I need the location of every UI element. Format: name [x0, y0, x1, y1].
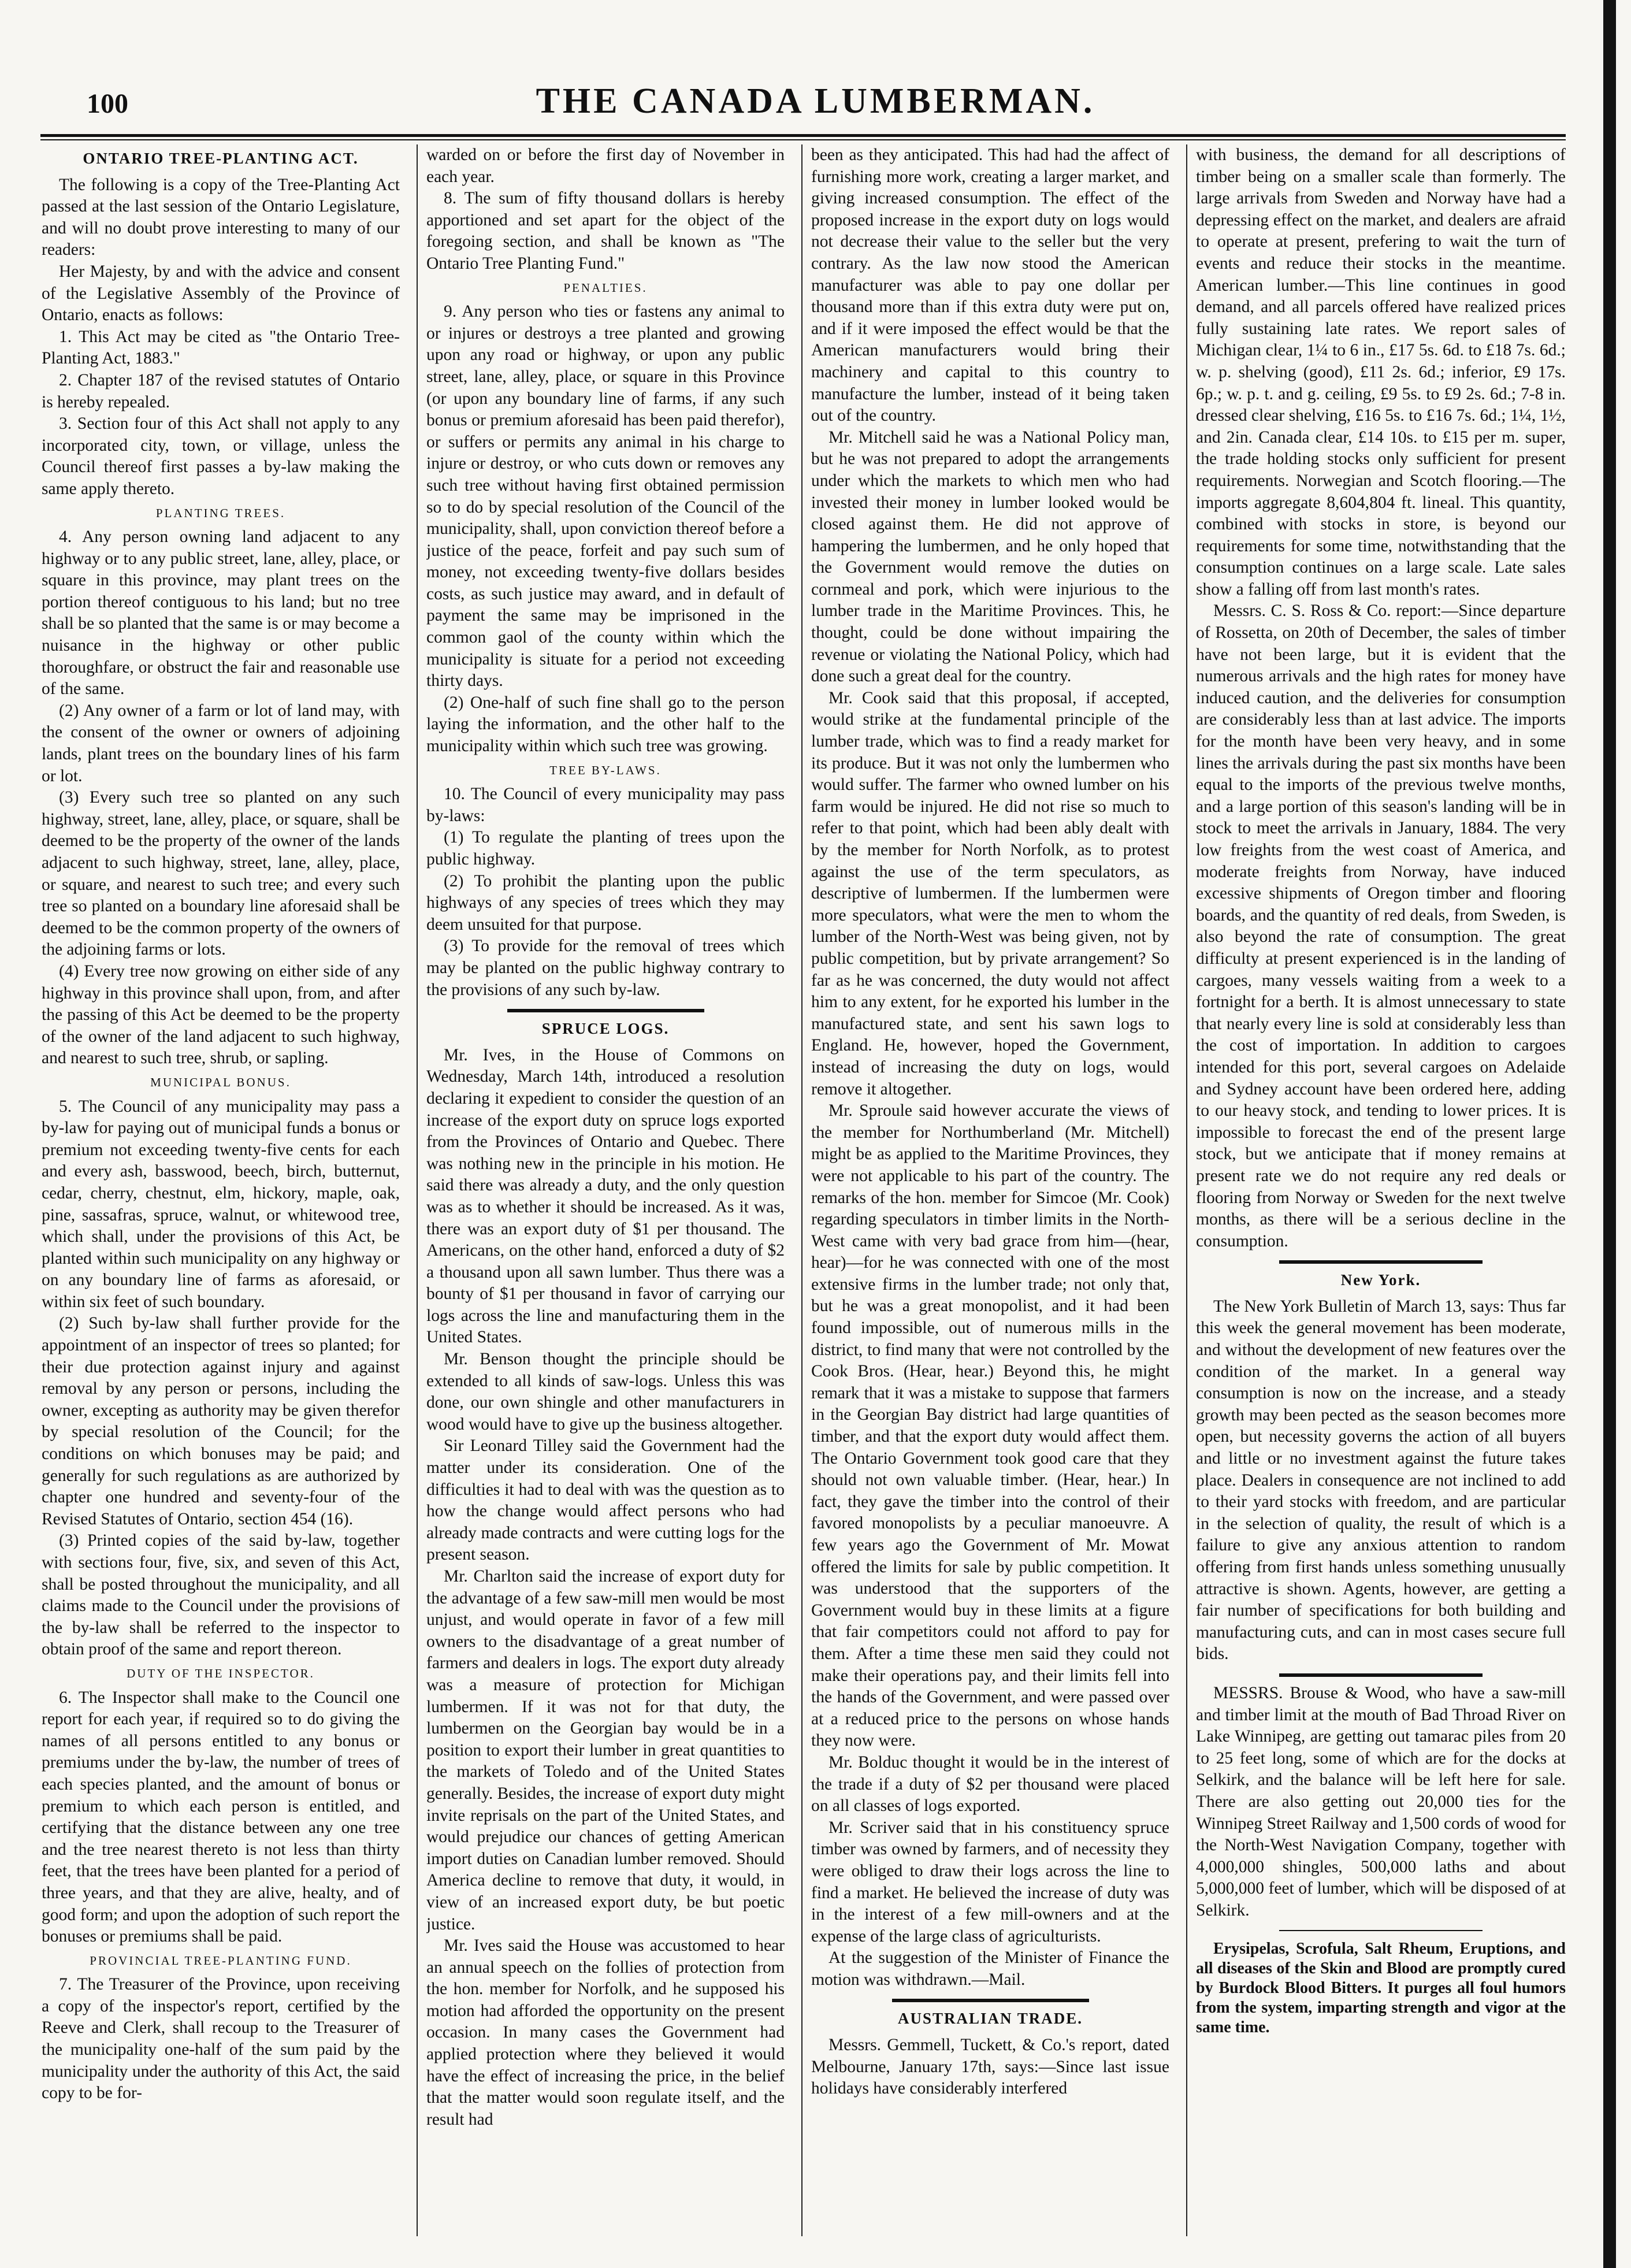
article-paragraph: Mr. Sproule said however accurate the views of the member for Northumberland (Mr. Mitchell) might be as applied to the Maritime Provinces, they were not applicable to his part of the country. The remarks of the hon. member for Simcoe (Mr. Cook) regarding speculators in timber limits in the North-West came with very bad grace from him—(hear, hear)—for he was connected with one of the most extensive firms in the lumber trade; not only that, but he was a great monopolist, and it had been found impossible, out of numerous mills in the district, to find many that were not controlled by the Cook Bros. (Hear, hear.) Beyond this, he might remark that it was a mistake to suppose that farmers in the Georgian Bay district had large quantities of timber, and that the export duty would affect them. The Ontario Government took good care that they should not own valuable timber. (Hear, hear.) In fact, they gave the timber into the control of their favored monopolists by a peculiar manoeuvre. A few years ago the Government of Mr. Mowat offered the limits for sale by public competition. It was understood that the supporters of the Government would buy in these limits at a figure that fair competitors could not afford to pay for them. After a time these men said they could not make their operations pay, and their limits fell into the hands of the Government, and were passed over at a reduced price to the persons on whose hands they now were. — [811, 1101, 1169, 1750]
column-1 — [42, 144, 400, 2236]
section-subheading: MUNICIPAL BONUS. — [150, 1075, 291, 1089]
column-divider — [801, 144, 803, 2236]
article-paragraph: 1. This Act may be cited as "the Ontario Tree-Planting Act, 1883." — [42, 327, 400, 368]
advertisement-text: Erysipelas, Scrofula, Salt Rheum, Eruptions, and all diseases of the Skin and Blood are promptly cured by Burdock Blood Bitters. It purges all foul humors from the system, imparting strength and vigor at the same time. — [1196, 1939, 1566, 2036]
article-separator — [1279, 1260, 1483, 1264]
column-divider — [1186, 144, 1187, 2236]
article-headline: ONTARIO TREE-PLANTING ACT. — [83, 150, 359, 167]
page-number: 100 — [87, 88, 128, 119]
article-paragraph: Mr. Bolduc thought it would be in the interest of the trade if a duty of $2 per thousand were placed on all classes of logs exported. — [811, 1753, 1169, 1816]
article-headline: AUSTRALIAN TRADE. — [897, 2010, 1083, 2028]
article-paragraph: Mr. Benson thought the principle should be extended to all kinds of saw-logs. Unless this was done, our own shingle and other manufacturers in wood would have to give up the business altogether. — [426, 1350, 785, 1434]
article-paragraph: Messrs. C. S. Ross & Co. report:—Since departure of Rossetta, on 20th of December, the sales of timber have not been large, but it is evident that the numerous arrivals and the high rates for money have induced caution, and the deliveries for consumption are considerably less than at last advice. The imports for the month have been very heavy, and in some lines the arrivals during the past six months have been equal to the imports of the previous twelve months, and a large portion of this season's landing will be in stock to meet the arrivals in January, 1884. The very low freights from the west coast of America, and moderate freights from Norway, have induced excessive shipments of Oregon timber and flooring boards, and the quantity of red deals, from Sweden, is also beyond the rate of consumption. The great difficulty at present experienced is in the landing of cargoes, many vessels waiting from a week to a fortnight for a berth. It is almost unnecessary to state that nearly every line is sold at considerably less than the cost of importation. In addition to cargoes intended for this port, several cargoes on Adelaide and Sydney account have been ordered here, adding to our heavy stock, and tending to lower prices. It is impossible to forecast the end of the present large stock, but we anticipate that if money remains at present rate we do not require any red deals or flooring from Norway or Sweden for the next twelve months, as there will be a serious decline in the consumption. — [1196, 602, 1566, 1250]
article-paragraph: 3. Section four of this Act shall not apply to any incorporated city, town, or village, unless the Council thereof first passes a by-law making the same apply thereto. — [42, 414, 400, 498]
article-paragraph: 5. The Council of any municipality may pass a by-law for paying out of municipal funds a bonus or premium not exceeding twenty-five cents for each and every ash, basswood, beech, birch, butternut, cedar, cherry, chestnut, elm, hickory, maple, oak, pine, sassafras, spruce, walnut, or whitewood tree, which shall, under the provisions of this Act, be planted within such municipality on any highway or on any boundary line of farms as aforesaid, or within six feet of such boundary. — [42, 1097, 400, 1311]
article-paragraph: The following is a copy of the Tree-Planting Act passed at the last session of the Ontario Legislature, and will no doubt prove interesting to many of our readers: — [42, 175, 400, 259]
article-paragraph: 4. Any person owning land adjacent to any highway or to any public street, lane, alley, place, or square in this province, may plant trees on the portion thereof contiguous to his land; but no tree shall be so planted that the same is or may become a nuisance in the highway or other public thoroughfare, or obstruct the fair and reasonable use of the same. — [42, 528, 400, 699]
article-paragraph: Messrs. Gemmell, Tuckett, & Co.'s report, dated Melbourne, January 17th, says:—Since last issue holidays have considerably interfered — [811, 2036, 1169, 2098]
masthead-rule-thin — [40, 139, 1566, 140]
article-paragraph: 10. The Council of every municipality may pass by-laws: — [426, 785, 785, 825]
article-paragraph: (1) To regulate the planting of trees upon the public highway. — [426, 828, 785, 868]
column-3 — [811, 144, 1169, 2236]
article-paragraph: (2) Such by-law shall further provide for the appointment of an inspector of trees so planted; for their due protection against injury and against removal by any person or persons, including the owner, excepting as authority may be given therefor by special resolution of the Council; for the conditions on which bonuses may be paid; and generally for such regulations as are authorized by chapter one hundred and seventy-four of the Revised Statutes of Ontario, section 454 (16). — [42, 1314, 400, 1528]
article-paragraph: Her Majesty, by and with the advice and consent of the Legislative Assembly of the Province of Ontario, enacts as follows: — [42, 262, 400, 325]
article-paragraph: (2) One-half of such fine shall go to the person laying the information, and the other half to the municipality within which such tree was growing. — [426, 693, 785, 756]
article-separator — [1279, 1673, 1483, 1677]
article-paragraph: (3) Every such tree so planted on any such highway, street, lane, alley, place, or square, shall be deemed to be the property of the owner of the lands adjacent to such highway, street, lane, alley, place, or square, and nearest to such tree; and every such tree so planted on a boundary line aforesaid shall be deemed to be the common property of the owners of the adjoining farms or lots. — [42, 788, 400, 959]
article-paragraph: warded on or before the first day of November in each year. — [426, 146, 785, 186]
article-separator — [892, 1999, 1089, 2002]
article-paragraph: Sir Leonard Tilley said the Government had the matter under its consideration. One of the difficulties it had to deal with was the question as to how the change would affect persons who had already made contracts and were cutting logs for the present season. — [426, 1436, 785, 1564]
section-subheading: PLANTING TREES. — [155, 506, 286, 520]
section-subheading: PROVINCIAL TREE-PLANTING FUND. — [90, 1953, 352, 1968]
article-separator — [507, 1009, 704, 1012]
article-paragraph: Mr. Scriver said that in his constituency spruce timber was owned by farmers, and of necessity they were obliged to draw their logs across the line to find a market. He believed the increase of duty was in the interest of a few mill-owners and at the expense of the large class of agriculturists. — [811, 1818, 1169, 1946]
masthead-title: THE CANADA LUMBERMAN. — [536, 81, 1095, 121]
article-paragraph: 2. Chapter 187 of the revised statutes of Ontario is hereby repealed. — [42, 370, 400, 411]
short-rule — [1279, 1930, 1483, 1931]
article-paragraph: Mr. Mitchell said he was a National Policy man, but he was not prepared to adopt the arrangements under which the markets to which men who had invested their money in lumber looked would be closed against them. He did not approve of hampering the lumbermen, and he only hoped that the Government would remove the duties on cornmeal and pork, which were injurious to the lumber trade in the Maritime Provinces. This, he thought, could be done without impairing the revenue or violating the National Policy, which had done such a great deal for the country. — [811, 428, 1169, 686]
section-subheading: PENALTIES. — [563, 280, 648, 295]
article-headline: SPRUCE LOGS. — [541, 1020, 670, 1038]
article-paragraph: 8. The sum of fifty thousand dollars is hereby apportioned and set apart for the object of the foregoing section, and shall be known as "The Ontario Tree Planting Fund." — [426, 189, 785, 273]
article-paragraph: (2) To prohibit the planting upon the public highways of any species of trees which they may deem unsuited for that purpose. — [426, 871, 785, 934]
binding-edge — [1603, 0, 1616, 2268]
article-paragraph: At the suggestion of the Minister of Finance the motion was withdrawn.—Mail. — [811, 1948, 1169, 1989]
article-paragraph: Mr. Cook said that this proposal, if accepted, would strike at the fundamental principle of the lumber trade, which was to find a ready market for its produce. But it was not only the lumbermen who would suffer. The farmer who owned lumber on his farm would be injured. He did not rise so much to refer to that point, which had been ably dealt with by the member for North Norfolk, as to protest against the use of the term speculators, as descriptive of lumbermen. If the lumbermen were more speculators, what were the men to whom the lumber of the North-West was being given, not by public competition, but by private arrangement? So far as he was concerned, the duty would not affect him to any extent, for he exported his lumber in the manufactured state, and sent his sawn logs to England. He, however, hoped the Government, instead of increasing the duty on logs, would remove it altogether. — [811, 688, 1169, 1098]
article-paragraph: (3) Printed copies of the said by-law, together with sections four, five, six, and seven of this Act, shall be posted throughout the municipality, and all claims made to the Council under the provisions of the by-law shall be referred to the inspector to obtain proof of the same and report thereon. — [42, 1531, 400, 1659]
article-paragraph: Mr. Ives, in the House of Commons on Wednesday, March 14th, introduced a resolution declaring it expedient to consider the question of an increase of the export duty on spruce logs exported from the Provinces of Ontario and Quebec. There was nothing new in the principle in his motion. He said there was already a duty, and the only question was as to whether it should be increased. As it was, there was an export duty of $1 per thousand. The Americans, on the other hand, enforced a duty of $2 a thousand upon all sawn lumber. Thus there was a bounty of $1 per thousand in favor of carrying our logs across the line and manufacturing them in the United States. — [426, 1045, 785, 1347]
article-headline: New York. — [1340, 1271, 1421, 1289]
article-paragraph: (4) Every tree now growing on either side of any highway in this province shall upon, from, and after the passing of this Act be deemed to be the property of the owner of the land adjacent to such highway, and nearest to such tree, shrub, or sapling. — [42, 962, 400, 1068]
article-paragraph: The New York Bulletin of March 13, says: Thus far this week the general movement has been moderate, and without the development of new features over the condition of the market. In a general way consumption is now on the increase, and a steady growth may been pected as the season becomes more open, but necessity governs the action of all buyers and little or no investment against the future takes place. Dealers in consequence are not inclined to add to their yard stocks with freedom, and are particular in the selection of quality, the result of which is a failure to give any anxious attention to random offering from first hands unless something unusually attractive is shown. Agents, however, are getting a fair number of specifications for both building and manufacturing cuts, and can in most cases secure full bids. — [1196, 1297, 1566, 1664]
article-paragraph: MESSRS. Brouse & Wood, who have a saw-mill and timber limit at the mouth of Bad Throad River on Lake Winnipeg, are getting out tamarac piles from 20 to 25 feet long, some of which are for the docks at Selkirk, and the balance will be left here for sale. There are also getting out 20,000 ties for the Winnipeg Street Railway and 1,500 cords of wood for the North-West Navigation Company, together with 4,000,000 shingles, 500,000 laths and about 5,000,000 feet of lumber, which will be disposed of at Selkirk. — [1196, 1683, 1566, 1920]
column-2 — [426, 144, 785, 2236]
article-paragraph: with business, the demand for all descriptions of timber being on a smaller scale than formerly. The large arrivals from Sweden and Norway have had a depressing effect on the market, and dealers are afraid to operate at present, prefering to wait the turn of events and reduce their stocks in the meantime. American lumber.—This line continues in good demand, and all parcels offered have realized prices fully sustaining late rates. We report sales of Michigan clear, 1¼ to 6 in., £17 5s. 6d. to £18 7s. 6d.; w. p. shelving (good), £11 2s. 6d.; inferior, £9 17s. 6p.; w. p. t. and g. ceiling, £9 5s. to £9 2s. 6d.; 7-8 in. dressed clear shelving, £16 5s. to £16 7s. 6d.; 1¼, 1½, and 2in. Canada clear, £14 10s. to £15 per m. super, the trade holding stocks only sufficient for present requirements. Norwegian and Scotch flooring.—The imports aggregate 8,604,804 ft. lineal. This quantity, combined with stocks in store, is beyond our requirements for some time, notwithstanding that the consumption continues on a large scale. Late sales show a falling off from last month's rates. — [1196, 146, 1566, 599]
section-subheading: DUTY OF THE INSPECTOR. — [127, 1666, 315, 1680]
article-paragraph: Mr. Ives said the House was accustomed to hear an annual speech on the follies of protection from the hon. member for Norfolk, and he supposed his motion had afforded the opportunity on the present occasion. In many cases the Government had applied protection where they believed it would have the effect of increasing the price, in the belief that the matter would soon regulate itself, and the result had — [426, 1936, 785, 2129]
article-paragraph: been as they anticipated. This had had the affect of furnishing more work, creating a larger market, and giving increased consumption. The effect of the proposed increase in the export duty on logs would not decrease their value to the seller but the very contrary. As the law now stood the American manufacturer was able to pay one dollar per thousand more than if this extra duty were put on, and if it were imposed the effect would be that the American manufacturers would bring their machinery and capital to this country to manufacture the lumber, instead of it being taken out of the country. — [811, 146, 1169, 425]
article-paragraph: 7. The Treasurer of the Province, upon receiving a copy of the inspector's report, certified by the Reeve and Clerk, shall recoup to the Treasurer of the municipality one-half of the sum paid by the municipality under the authority of this Act, the said copy to be for- — [42, 1975, 400, 2103]
section-subheading: TREE BY-LAWS. — [549, 763, 662, 777]
column-divider — [417, 144, 418, 2236]
article-paragraph: Mr. Charlton said the increase of export duty for the advantage of a few saw-mill men would be most unjust, and would operate in favor of a few mill owners to the disadvantage of a great number of farmers and dealers in logs. The export duty already was a measure of protection for Michigan lumbermen. If it was not for that duty, the lumbermen on the Georgian bay would be in a position to export their lumber in great quantities to the markets of Toledo and of the United States generally. Besides, the increase of export duty might invite reprisals on the part of the United States, and would prejudice our chances of getting American import duties on Canadian lumber removed. Should America decline to remove that duty, it would, in view of an increased export duty, be but poetic justice. — [426, 1567, 785, 1933]
article-paragraph: 9. Any person who ties or fastens any animal to or injures or destroys a tree planted and growing upon any road or highway, or upon any public street, lane, alley, place, or square in this Province (or upon any boundary line of farms, if any such bonus or premium aforesaid has been paid therefor), or suffers or permits any animal in his charge to injure or destroy, or who cuts down or removes any such tree without having first obtained permission so to do by special resolution of the Council of the municipality, shall, upon conviction thereof before a justice of the peace, forfeit and pay such sum of money, not exceeding twenty-five dollars besides costs, as such justice may award, and in default of payment the same may be imprisoned in the common gaol of the county within which the municipality is situate for a period not exceeding thirty days. — [426, 302, 785, 691]
article-paragraph: (2) Any owner of a farm or lot of land may, with the consent of the owner or owners of adjoining lands, plant trees on the boundary lines of his farm or lot. — [42, 701, 400, 785]
masthead-rule — [40, 134, 1566, 137]
article-paragraph: 6. The Inspector shall make to the Council one report for each year, if required so to do giving the names of all persons entitled to any bonus or premiums under the by-law, the number of trees of each species planted, and the amount of bonus or premium to which each person is entitled, and certifying that the distance between any one tree and the tree nearest thereto is not less than thirty feet, that the trees have been planted for a period of three years, and that they are alive, healty, and of good form; and upon the adoption of such report the bonuses or premiums shall be paid. — [42, 1688, 400, 1946]
column-4 — [1196, 144, 1566, 2236]
article-paragraph: (3) To provide for the removal of trees which may be planted on the public highway contrary to the provisions of any such by-law. — [426, 937, 785, 999]
